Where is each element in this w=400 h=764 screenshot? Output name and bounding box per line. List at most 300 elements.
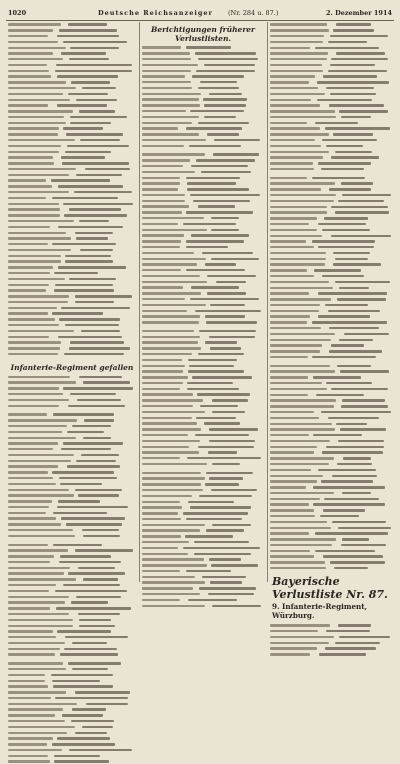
illegible-text bbox=[270, 339, 331, 341]
text-line bbox=[8, 690, 136, 695]
illegible-text bbox=[75, 232, 113, 234]
illegible-text bbox=[270, 64, 322, 66]
illegible-text bbox=[270, 469, 311, 471]
illegible-text bbox=[270, 521, 327, 523]
text-line bbox=[8, 352, 136, 357]
illegible-text bbox=[270, 647, 317, 649]
illegible-text bbox=[69, 58, 109, 60]
text-line bbox=[142, 158, 264, 163]
text-line bbox=[8, 736, 136, 741]
text-line bbox=[270, 256, 394, 261]
text-line bbox=[270, 438, 394, 443]
illegible-text bbox=[8, 743, 47, 745]
illegible-text bbox=[58, 185, 123, 187]
illegible-text bbox=[59, 318, 120, 320]
text-line bbox=[270, 45, 394, 50]
text-line bbox=[8, 386, 136, 391]
illegible-text bbox=[270, 411, 314, 413]
illegible-text bbox=[142, 234, 184, 236]
text-line bbox=[8, 22, 136, 27]
illegible-text bbox=[339, 287, 369, 289]
illegible-text bbox=[341, 182, 373, 184]
illegible-text bbox=[8, 714, 55, 716]
illegible-text bbox=[192, 75, 244, 77]
illegible-text bbox=[8, 726, 75, 728]
text-line bbox=[8, 161, 136, 166]
text-line bbox=[8, 271, 136, 276]
illegible-text bbox=[8, 255, 61, 257]
text-line bbox=[8, 97, 136, 102]
text-line bbox=[8, 68, 136, 73]
illegible-text bbox=[142, 240, 181, 242]
illegible-text bbox=[334, 567, 368, 569]
text-line bbox=[270, 473, 394, 478]
illegible-text bbox=[187, 382, 233, 384]
illegible-text bbox=[8, 648, 60, 650]
text-line bbox=[142, 563, 264, 568]
illegible-text bbox=[8, 145, 61, 147]
text-line bbox=[270, 375, 394, 380]
illegible-text bbox=[142, 393, 193, 395]
section-heading: Berichtigungen früherer Verlustlisten. bbox=[150, 25, 255, 43]
text-line bbox=[8, 39, 136, 44]
text-line bbox=[270, 369, 394, 374]
text-line bbox=[142, 256, 264, 261]
illegible-text bbox=[212, 524, 251, 526]
illegible-text bbox=[330, 561, 385, 563]
text-line bbox=[270, 410, 394, 415]
illegible-text bbox=[315, 122, 358, 124]
text-line bbox=[270, 181, 394, 186]
illegible-text bbox=[209, 440, 255, 442]
text-line bbox=[142, 499, 264, 504]
illegible-text bbox=[56, 607, 131, 609]
illegible-text bbox=[326, 87, 374, 89]
illegible-text bbox=[142, 177, 180, 179]
illegible-text bbox=[75, 489, 122, 491]
text-line bbox=[8, 115, 136, 120]
illegible-text bbox=[75, 295, 132, 297]
illegible-text bbox=[8, 749, 62, 751]
illegible-text bbox=[270, 555, 314, 557]
text-line bbox=[8, 470, 136, 475]
illegible-text bbox=[191, 234, 249, 236]
text-line bbox=[8, 155, 136, 160]
illegible-text bbox=[326, 630, 370, 632]
text-line bbox=[270, 502, 394, 507]
illegible-text bbox=[8, 680, 45, 682]
illegible-text bbox=[65, 151, 111, 153]
illegible-text bbox=[270, 246, 314, 248]
illegible-text bbox=[312, 321, 387, 323]
illegible-text bbox=[333, 133, 373, 135]
illegible-text bbox=[142, 558, 204, 560]
illegible-text bbox=[8, 607, 50, 609]
illegible-text bbox=[325, 304, 368, 306]
illegible-text bbox=[142, 472, 201, 474]
illegible-text bbox=[270, 630, 318, 632]
text-line bbox=[8, 560, 136, 565]
illegible-text bbox=[66, 133, 123, 135]
illegible-text bbox=[313, 486, 385, 488]
text-line bbox=[270, 349, 394, 354]
illegible-text bbox=[8, 151, 59, 153]
text-line bbox=[270, 525, 394, 530]
text-line bbox=[142, 250, 264, 255]
illegible-text bbox=[212, 399, 248, 401]
illegible-text bbox=[270, 624, 330, 626]
illegible-text bbox=[142, 263, 197, 265]
text-line bbox=[270, 496, 394, 501]
illegible-text bbox=[335, 151, 372, 153]
illegible-text bbox=[142, 581, 205, 583]
illegible-text bbox=[207, 292, 246, 294]
text-line bbox=[270, 554, 394, 559]
illegible-text bbox=[333, 252, 370, 254]
text-line bbox=[270, 268, 394, 273]
illegible-text bbox=[318, 162, 371, 164]
illegible-text bbox=[270, 133, 329, 135]
illegible-text bbox=[190, 110, 244, 112]
illegible-text bbox=[8, 312, 48, 314]
illegible-text bbox=[270, 177, 307, 179]
illegible-text bbox=[85, 168, 130, 170]
column-middle bbox=[142, 22, 264, 582]
text-line bbox=[8, 713, 136, 718]
illegible-text bbox=[52, 243, 116, 245]
text-line bbox=[270, 80, 394, 85]
illegible-text bbox=[142, 388, 180, 390]
illegible-text bbox=[335, 258, 368, 260]
illegible-text bbox=[317, 81, 389, 83]
illegible-text bbox=[142, 411, 205, 413]
illegible-text bbox=[270, 93, 325, 95]
illegible-text bbox=[270, 116, 336, 118]
illegible-text bbox=[142, 347, 201, 349]
illegible-text bbox=[314, 269, 361, 271]
illegible-text bbox=[142, 165, 183, 167]
illegible-text bbox=[71, 720, 114, 722]
text-line bbox=[8, 435, 136, 440]
text-line bbox=[270, 560, 394, 565]
illegible-text bbox=[142, 159, 190, 161]
illegible-text bbox=[8, 483, 56, 485]
illegible-text bbox=[83, 381, 130, 383]
illegible-text bbox=[70, 122, 111, 124]
illegible-text bbox=[142, 205, 189, 207]
illegible-text bbox=[315, 550, 375, 552]
illegible-text bbox=[142, 512, 178, 514]
illegible-text bbox=[52, 680, 100, 682]
text-line bbox=[8, 707, 136, 712]
illegible-text bbox=[329, 104, 384, 106]
illegible-text bbox=[199, 587, 256, 589]
text-line bbox=[142, 210, 264, 215]
text-line bbox=[8, 126, 136, 131]
illegible-text bbox=[8, 81, 66, 83]
illegible-text bbox=[270, 370, 335, 372]
text-line bbox=[142, 193, 264, 198]
text-line bbox=[270, 320, 394, 325]
illegible-text bbox=[63, 584, 120, 586]
illegible-text bbox=[8, 232, 66, 234]
illegible-text bbox=[142, 495, 192, 497]
text-line bbox=[142, 62, 264, 67]
illegible-text bbox=[270, 440, 330, 442]
illegible-text bbox=[65, 324, 119, 326]
text-line bbox=[8, 253, 136, 258]
illegible-text bbox=[202, 252, 253, 254]
illegible-text bbox=[68, 572, 125, 574]
illegible-text bbox=[8, 405, 59, 407]
text-line bbox=[142, 592, 264, 597]
text-line bbox=[8, 441, 136, 446]
illegible-text bbox=[207, 133, 239, 135]
text-line bbox=[270, 28, 394, 33]
text-line bbox=[270, 175, 394, 180]
text-line bbox=[270, 167, 394, 172]
illegible-text bbox=[329, 350, 382, 352]
illegible-text bbox=[83, 535, 120, 537]
text-line bbox=[8, 617, 136, 622]
illegible-text bbox=[341, 544, 386, 546]
text-line bbox=[8, 753, 136, 758]
illegible-text bbox=[270, 310, 319, 312]
illegible-text bbox=[142, 451, 199, 453]
illegible-text bbox=[198, 122, 249, 124]
illegible-text bbox=[142, 93, 201, 95]
illegible-text bbox=[198, 446, 254, 448]
illegible-text bbox=[53, 512, 107, 514]
illegible-text bbox=[325, 647, 376, 649]
text-line bbox=[8, 103, 136, 108]
text-line bbox=[270, 415, 394, 420]
illegible-text bbox=[58, 226, 123, 228]
illegible-text bbox=[82, 726, 113, 728]
illegible-text bbox=[270, 382, 322, 384]
newspaper-title: Deutsche Reichsanzeiger bbox=[98, 9, 213, 17]
illegible-text bbox=[61, 156, 105, 158]
illegible-text bbox=[142, 370, 183, 372]
illegible-text bbox=[8, 41, 58, 43]
illegible-text bbox=[315, 532, 388, 534]
text-line bbox=[270, 279, 394, 284]
illegible-text bbox=[142, 194, 185, 196]
text-line bbox=[8, 392, 136, 397]
illegible-text bbox=[339, 636, 390, 638]
illegible-text bbox=[8, 197, 46, 199]
illegible-text bbox=[318, 223, 366, 225]
text-line bbox=[270, 239, 394, 244]
illegible-text bbox=[270, 388, 327, 390]
illegible-text bbox=[8, 203, 59, 205]
illegible-text bbox=[69, 749, 132, 751]
illegible-text bbox=[211, 489, 257, 491]
column-divider bbox=[139, 22, 140, 582]
illegible-text bbox=[270, 75, 315, 77]
illegible-text bbox=[194, 553, 251, 555]
text-line bbox=[8, 533, 136, 538]
text-line bbox=[8, 583, 136, 588]
text-line bbox=[270, 450, 394, 455]
text-line bbox=[270, 343, 394, 348]
text-line bbox=[270, 210, 394, 215]
illegible-text bbox=[55, 697, 128, 699]
illegible-text bbox=[8, 243, 48, 245]
illegible-text bbox=[8, 448, 53, 450]
illegible-text bbox=[8, 471, 48, 473]
illegible-text bbox=[142, 359, 182, 361]
text-line bbox=[8, 505, 136, 510]
text-line bbox=[8, 247, 136, 252]
illegible-text bbox=[330, 35, 388, 37]
illegible-text bbox=[142, 75, 185, 77]
text-line bbox=[270, 303, 394, 308]
illegible-text bbox=[323, 555, 383, 557]
text-line bbox=[8, 600, 136, 605]
text-line bbox=[8, 594, 136, 599]
illegible-text bbox=[67, 145, 129, 147]
illegible-text bbox=[8, 720, 65, 722]
illegible-text bbox=[8, 307, 57, 309]
illegible-text bbox=[331, 344, 364, 346]
illegible-text bbox=[142, 477, 205, 479]
illegible-text bbox=[204, 104, 246, 106]
illegible-text bbox=[65, 636, 128, 638]
illegible-text bbox=[270, 333, 335, 335]
illegible-text bbox=[64, 648, 117, 650]
illegible-text bbox=[8, 341, 61, 343]
illegible-text bbox=[186, 518, 242, 520]
text-line bbox=[142, 456, 264, 461]
illegible-text bbox=[8, 737, 53, 739]
text-line bbox=[8, 719, 136, 724]
illegible-text bbox=[142, 605, 205, 607]
illegible-text bbox=[191, 165, 248, 167]
illegible-text bbox=[208, 593, 254, 595]
text-line bbox=[142, 488, 264, 493]
illegible-text bbox=[142, 211, 182, 213]
illegible-text bbox=[57, 737, 110, 739]
text-line bbox=[270, 634, 394, 639]
text-line bbox=[8, 652, 136, 657]
text-line bbox=[142, 421, 264, 426]
text-line bbox=[8, 548, 136, 553]
text-line bbox=[270, 245, 394, 250]
illegible-text bbox=[142, 98, 199, 100]
illegible-text bbox=[53, 413, 114, 415]
text-line bbox=[8, 678, 136, 683]
illegible-text bbox=[8, 249, 71, 251]
text-line bbox=[8, 57, 136, 62]
illegible-text bbox=[270, 258, 326, 260]
illegible-text bbox=[192, 376, 252, 378]
illegible-text bbox=[8, 708, 63, 710]
illegible-text bbox=[142, 524, 205, 526]
illegible-text bbox=[322, 229, 370, 231]
text-line bbox=[8, 184, 136, 189]
text-line bbox=[142, 45, 264, 50]
illegible-text bbox=[8, 353, 58, 355]
illegible-text bbox=[81, 330, 120, 332]
text-line bbox=[8, 640, 136, 645]
text-line bbox=[8, 86, 136, 91]
illegible-text bbox=[53, 544, 102, 546]
text-line bbox=[270, 355, 394, 360]
text-line bbox=[142, 392, 264, 397]
illegible-text bbox=[205, 341, 237, 343]
illegible-text bbox=[205, 483, 239, 485]
illegible-text bbox=[8, 399, 69, 401]
illegible-text bbox=[270, 417, 319, 419]
illegible-text bbox=[270, 550, 310, 552]
text-line bbox=[142, 545, 264, 550]
text-line bbox=[142, 268, 264, 273]
illegible-text bbox=[8, 208, 60, 210]
text-line bbox=[8, 429, 136, 434]
illegible-text bbox=[142, 70, 191, 72]
text-line bbox=[8, 418, 136, 423]
illegible-text bbox=[270, 47, 310, 49]
text-line bbox=[8, 120, 136, 125]
illegible-text bbox=[186, 211, 253, 213]
text-line bbox=[270, 479, 394, 484]
illegible-text bbox=[8, 168, 76, 170]
illegible-text bbox=[60, 653, 118, 655]
illegible-text bbox=[270, 156, 323, 158]
text-line bbox=[8, 323, 136, 328]
page-header bbox=[6, 8, 394, 21]
text-line bbox=[270, 531, 394, 536]
text-line bbox=[270, 34, 394, 39]
text-line bbox=[8, 149, 136, 154]
illegible-text bbox=[270, 292, 309, 294]
text-line bbox=[270, 51, 394, 56]
illegible-text bbox=[213, 153, 259, 155]
illegible-text bbox=[75, 549, 133, 551]
illegible-text bbox=[209, 93, 242, 95]
text-line bbox=[142, 227, 264, 232]
illegible-text bbox=[209, 477, 243, 479]
illegible-text bbox=[316, 394, 364, 396]
text-line bbox=[142, 57, 264, 62]
illegible-text bbox=[186, 570, 231, 572]
illegible-text bbox=[142, 501, 180, 503]
illegible-text bbox=[270, 122, 307, 124]
illegible-text bbox=[8, 110, 73, 112]
illegible-text bbox=[70, 116, 127, 118]
illegible-text bbox=[78, 613, 120, 615]
column-right-body bbox=[270, 22, 394, 571]
illegible-text bbox=[342, 492, 371, 494]
text-line bbox=[8, 487, 136, 492]
illegible-text bbox=[63, 203, 133, 205]
illegible-text bbox=[57, 75, 118, 77]
illegible-text bbox=[185, 535, 233, 537]
illegible-text bbox=[200, 81, 237, 83]
text-line bbox=[142, 427, 264, 432]
illegible-text bbox=[8, 58, 63, 60]
illegible-text bbox=[312, 240, 375, 242]
text-line bbox=[8, 499, 136, 504]
illegible-text bbox=[210, 304, 245, 306]
text-line bbox=[142, 438, 264, 443]
text-line bbox=[142, 233, 264, 238]
text-line bbox=[142, 444, 264, 449]
illegible-text bbox=[142, 428, 201, 430]
illegible-text bbox=[82, 87, 116, 89]
illegible-text bbox=[142, 286, 183, 288]
